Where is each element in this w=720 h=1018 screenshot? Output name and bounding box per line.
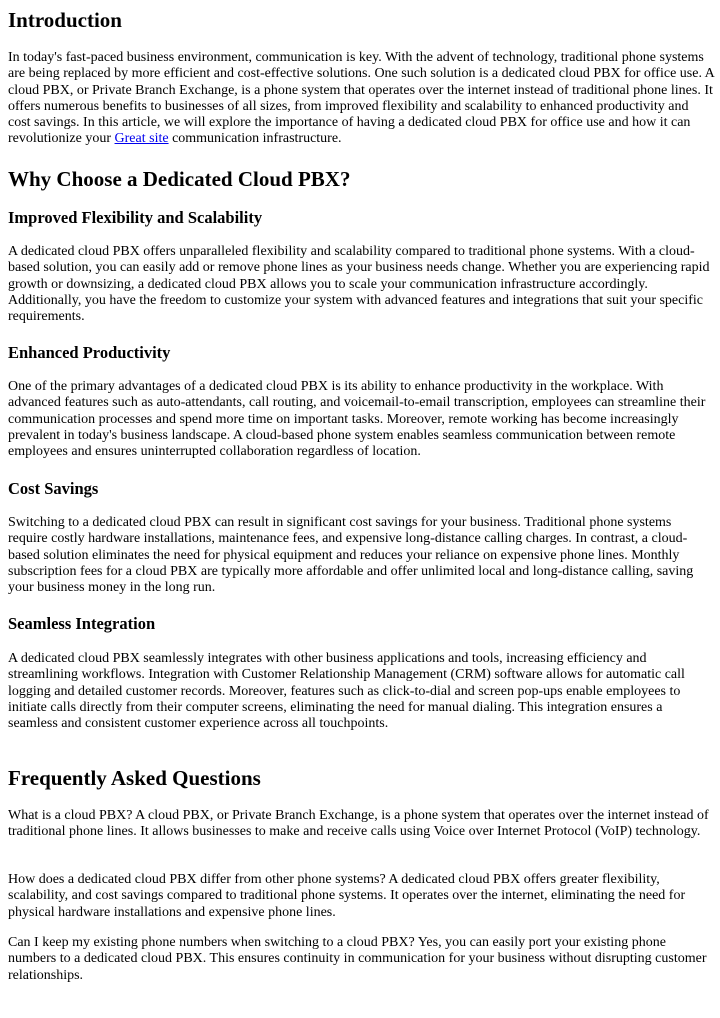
productivity-heading: Enhanced Productivity xyxy=(8,343,171,362)
integration-heading: Seamless Integration xyxy=(8,614,156,633)
flexibility-heading: Improved Flexibility and Scalability xyxy=(8,208,263,227)
why-choose-heading: Why Choose a Dedicated Cloud PBX? xyxy=(8,167,351,191)
faq-item: What is a cloud PBX? A cloud PBX, or Private Branch Exchange, is a phone system that operates over the internet instead of traditional phone lines. It allows businesses to make and receive calls using Voice over Internet Protocol (VoIP) technology. xyxy=(8,808,709,840)
great-site-link[interactable]: Great site xyxy=(114,131,169,147)
faq-heading: Frequently Asked Questions xyxy=(8,766,261,790)
cost-savings-heading: Cost Savings xyxy=(8,479,99,498)
introduction-text-after-link: communication infrastructure. xyxy=(168,131,342,147)
productivity-paragraph: One of the primary advantages of a dedicated cloud PBX is its ability to enhance productivity in the workplace. With advanced features such as auto-attendants, call routing, and voicemail-to-email transcription, employees can streamline their communication processes and spend more time on important tasks. Moreover, remote working has become increasingly prevalent in today's business landscape. A cloud-based phone system enables seamless communication between remote employees and ensures uninterrupted collaboration regardless of location. xyxy=(8,379,706,460)
introduction-text-before-link: In today's fast-paced business environment, communication is key. With the advent of technology, traditional phone systems are being replaced by more efficient and cost-effective solutions. One such solution is a dedicated cloud PBX for office use. A cloud PBX, or Private Branch Exchange, is a phone system that operates over the internet instead of traditional phone lines. It offers numerous benefits to businesses of all sizes, from improved flexibility and scalability to enhanced productivity and cost savings. In this article, we will explore the importance of having a dedicated cloud PBX for office use and how it can revolutionize your xyxy=(8,50,715,147)
integration-paragraph: A dedicated cloud PBX seamlessly integrates with other business applications and tools, increasing efficiency and streamlining workflows. Integration with Customer Relationship Management (CRM) software allows for automatic call logging and detailed customer records. Moreover, features such as click-to-dial and screen pop-ups enable employees to initiate calls directly from their computer screens, eliminating the need for manual dialing. This integration ensures a seamless and consistent customer experience across all touchpoints. xyxy=(8,651,685,732)
introduction-heading: Introduction xyxy=(8,8,122,32)
faq-item: Can I keep my existing phone numbers when switching to a cloud PBX? Yes, you can easily port your existing phone numbers to a dedicated cloud PBX. This ensures continuity in communication for your business without disrupting customer relationships. xyxy=(8,935,707,983)
flexibility-paragraph: A dedicated cloud PBX offers unparalleled flexibility and scalability compared to traditional phone systems. With a cloud-based solution, you can easily add or remove phone lines as your business needs change. Whether you are experiencing rapid growth or downsizing, a dedicated cloud PBX allows you to scale your communication infrastructure accordingly. Additionally, you have the freedom to customize your system with advanced features and integrations that suit your specific requirements. xyxy=(8,244,710,325)
cost-savings-paragraph: Switching to a dedicated cloud PBX can result in significant cost savings for your business. Traditional phone systems require costly hardware installations, maintenance fees, and expensive long-distance calling charges. In contrast, a cloud-based solution eliminates the need for physical equipment and reduces your reliance on expensive phone lines. Monthly subscription fees for a cloud PBX are typically more affordable and offer unlimited local and long-distance calling, saving your business money in the long run. xyxy=(8,515,694,596)
faq-item: How does a dedicated cloud PBX differ from other phone systems? A dedicated cloud PBX offers greater flexibility, scalability, and cost savings compared to traditional phone systems. It operates over the internet, eliminating the need for physical hardware installations and expensive phone lines. xyxy=(8,872,686,920)
introduction-paragraph xyxy=(8,50,714,148)
